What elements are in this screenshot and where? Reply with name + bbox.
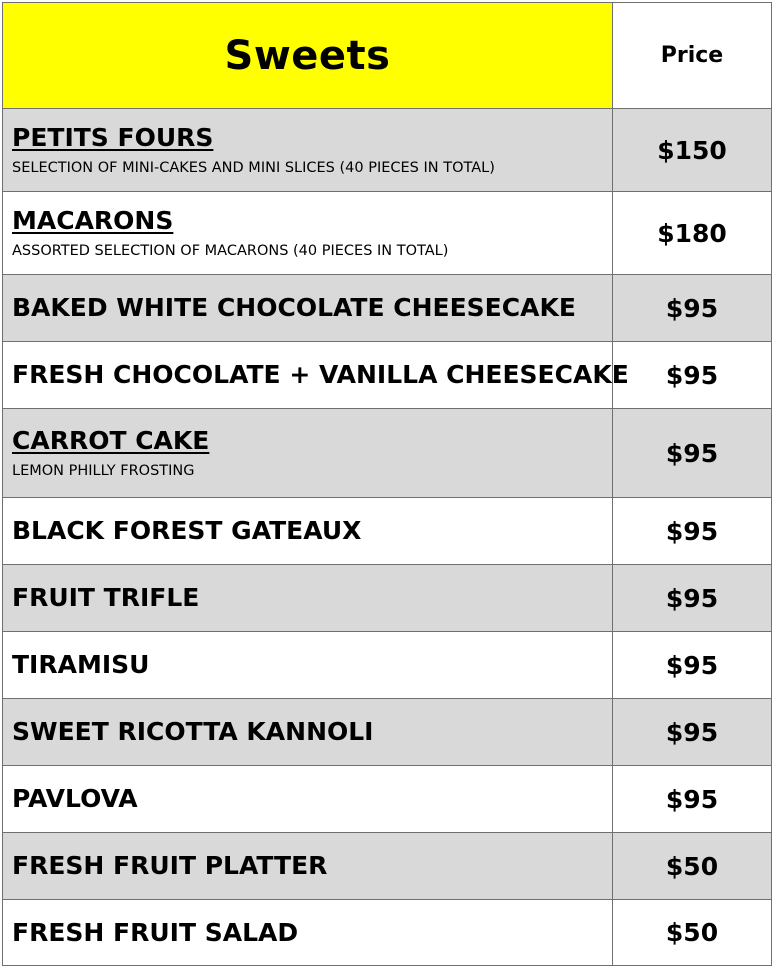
- item-name: TIRAMISU: [12, 650, 150, 679]
- item-description: LEMON PHILLY FROSTING: [12, 463, 195, 479]
- item-name: FRESH FRUIT SALAD: [12, 917, 299, 947]
- item-description: SELECTION OF MINI-CAKES AND MINI SLICES (40 PIECES IN TOTAL): [12, 160, 495, 176]
- menu-row-carrot-cake: [3, 409, 772, 498]
- item-price: $150: [613, 109, 772, 192]
- item-price: $95: [613, 565, 772, 632]
- item-price: $95: [613, 342, 772, 409]
- item-price: $180: [613, 192, 772, 275]
- item-price: $50: [613, 900, 772, 966]
- item-cell: [3, 342, 629, 409]
- item-price: $95: [613, 409, 772, 498]
- item-cell: [3, 275, 613, 342]
- menu-row-tiramisu: [3, 632, 772, 699]
- menu-row-sweet-ricotta-kannoli: [3, 699, 772, 766]
- item-name: FRUIT TRIFLE: [12, 583, 200, 612]
- item-cell: [3, 900, 613, 966]
- item-cell: [3, 833, 613, 900]
- item-price: $95: [613, 699, 772, 766]
- menu-row-black-forest-gateaux: [3, 498, 772, 565]
- item-name: BLACK FOREST GATEAUX: [12, 516, 362, 545]
- item-name: PETITS FOURS: [12, 123, 214, 152]
- item-name: FRESH CHOCOLATE + VANILLA CHEESECAKE: [12, 360, 629, 389]
- item-price: $95: [613, 275, 772, 342]
- menu-row-fruit-trifle: [3, 565, 772, 632]
- item-name: CARROT CAKE: [12, 426, 210, 455]
- menu-row-fresh-fruit-platter: [3, 833, 772, 900]
- item-cell: [3, 192, 613, 275]
- item-cell: [3, 109, 613, 192]
- item-price: $95: [613, 632, 772, 699]
- item-cell: [3, 632, 613, 699]
- sweets-menu-table: [2, 2, 772, 966]
- item-name: MACARONS: [12, 206, 174, 235]
- item-name: BAKED WHITE CHOCOLATE CHEESECAKE: [12, 293, 576, 322]
- item-name: FRESH FRUIT PLATTER: [12, 851, 328, 880]
- menu-row-fresh-chocolate-vanilla-cheesecake: [3, 342, 772, 409]
- item-cell: [3, 565, 613, 632]
- item-description: ASSORTED SELECTION OF MACARONS (40 PIECES IN TOTAL): [12, 243, 449, 259]
- item-cell: [3, 699, 613, 766]
- menu-row-baked-white-chocolate-cheesecake: [3, 275, 772, 342]
- item-cell: [3, 409, 613, 498]
- item-name: PAVLOVA: [12, 784, 138, 813]
- item-cell: [3, 766, 613, 833]
- menu-row-petits-fours: [3, 109, 772, 192]
- menu-row-macarons: [3, 192, 772, 275]
- menu-title: Sweets: [3, 3, 613, 109]
- item-price: $95: [613, 498, 772, 565]
- menu-row-pavlova: [3, 766, 772, 833]
- item-price: $50: [613, 833, 772, 900]
- price-column-header: Price: [613, 3, 772, 109]
- header-row: [3, 3, 772, 109]
- item-price: $95: [613, 766, 772, 833]
- menu-row-fresh-fruit-salad: [3, 900, 772, 966]
- item-name: SWEET RICOTTA KANNOLI: [12, 717, 374, 746]
- item-cell: [3, 498, 613, 565]
